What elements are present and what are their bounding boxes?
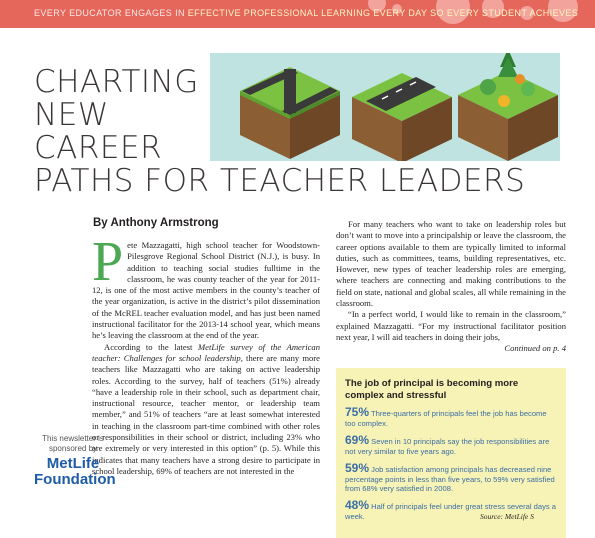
title-line: CAREER xyxy=(34,130,163,166)
paragraph: “In a perfect world, I would like to remain in the classroom,” explained Mazzagatti. “For my instructional facilitator position next year, I will aid teachers in doing their jobs, xyxy=(336,309,566,342)
stat-item xyxy=(345,433,557,456)
paragraph xyxy=(92,342,320,478)
stat-text: Seven in 10 principals say the job responsibilities are not very similar to five years ago. xyxy=(345,437,550,456)
sponsor-label: This newsletter is sponsored by xyxy=(42,434,104,453)
drop-cap: P xyxy=(92,231,124,293)
paragraph: For many teachers who want to take on leadership roles but don’t want to move into a principalship or leave the classroom, the career options available to them are typically limited to informal duties, such as committees, teams, building representatives, etc. However, new types of teacher leadership roles are emerging, where teachers are connecting and making contributions to the field on state, national and global scales, all while remaining in the classroom. xyxy=(336,219,566,309)
banner-tagline xyxy=(34,8,578,18)
stat-percent: 48% xyxy=(345,498,370,512)
continued-link[interactable]: Continued on p. 4 xyxy=(504,343,566,354)
article-column-right xyxy=(336,219,566,355)
banner-tagline-part1: EVERY EDUCATOR ENGAGES IN xyxy=(34,8,188,18)
sidebar-title: The job of principal is becoming more complex and stressful xyxy=(345,378,519,401)
title-line: PATHS FOR TEACHER LEADERS xyxy=(34,163,526,199)
paragraph xyxy=(92,231,320,342)
stat-percent: 59% xyxy=(345,461,370,475)
header-banner xyxy=(0,0,595,28)
stat-percent: 75% xyxy=(345,405,370,419)
banner-tagline-part2: EFFECTIVE PROFESSIONAL LEARNING EVERY DAY SO EVERY STUDENT ACHIEVES xyxy=(187,8,579,18)
survey-title: MetLife survey of the American teacher: Challenges for school leadership xyxy=(92,341,320,363)
stat-item xyxy=(345,461,557,494)
sponsor-logo-line2: Foundation xyxy=(34,471,116,488)
sponsor-box xyxy=(34,434,116,488)
stat-text: Job satisfaction among principals has decreased nine percentage points in less than five years, to 59% very satisfied from 68% very satisfied in 2008. xyxy=(345,465,555,494)
title-line: CHARTING xyxy=(34,64,199,100)
paragraph-text: According to the latest xyxy=(104,341,198,352)
paragraph-text: ete Mazzagatti, high school teacher for Woodstown-Pilesgrove Regional School District (N.J.), is busy. In addition to teaching social studies fulltime in the classroom, he was county teacher of the year for 2011-12, is one of the most active members in the county’s teacher of the year organization, is active in the district’s pilot dissemination of the McREL teacher evaluation model, and has just been named instructional facilitator for the 2013-14 school year, which means he’s leaving the classroom at the end of the year. xyxy=(92,240,320,341)
byline: By Anthony Armstrong xyxy=(93,217,219,229)
stat-text: Three-quarters of principals feel the job has become too complex. xyxy=(345,409,547,428)
stat-percent: 69% xyxy=(345,433,370,447)
article-column-left xyxy=(92,231,320,477)
title-line: NEW xyxy=(34,97,109,133)
road-blocks-illustration xyxy=(210,53,560,161)
sidebar-source: Source: MetLife S xyxy=(480,512,534,521)
stat-text: Half of principals feel under great stress several days a week. xyxy=(345,502,557,521)
stat-item xyxy=(345,405,557,428)
paragraph-text: , there are many more teachers like Mazzagatti who are taking on active leadership roles. According to the survey, half of teachers (51%) already “have a leadership role in their school, such as department chair, instructional resource, teacher mentor, or leadership team member,” and 51% of teachers “are at least somewhat interested in teaching in the classroom part-time combined with other roles or responsibilities in their school or district, including 23% who are extremely or very interested in this option” (p. 5). While this indicates that many teachers have a strong desire to participate in school leadership, 69% of teachers are not interested in the xyxy=(92,352,320,476)
sponsor-logo-line1: MetLife xyxy=(46,455,100,472)
